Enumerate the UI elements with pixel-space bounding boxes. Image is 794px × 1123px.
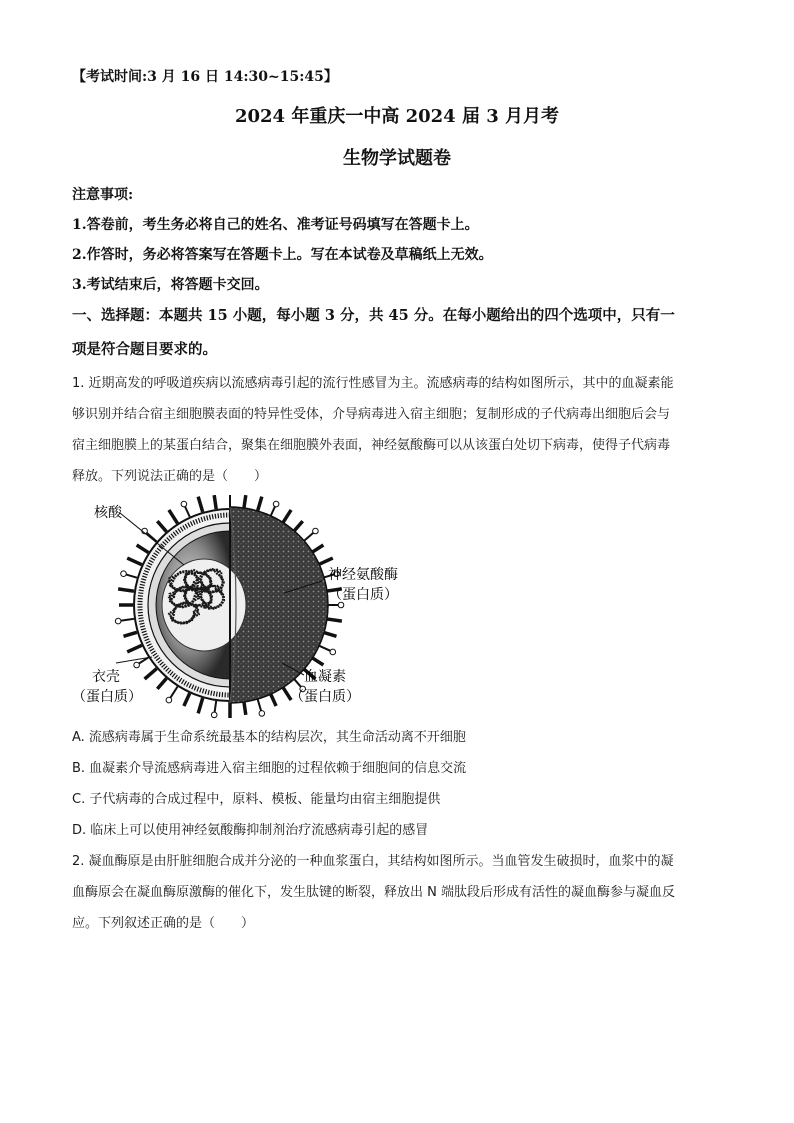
page-title: 2024 年重庆一中高 2024 届 3 月月考 xyxy=(234,106,560,127)
question-2-text: 2. 凝血酶原是由肝脏细胞合成并分泌的一种血浆蛋白，其结构如图所示。当血管发生破损时，血浆中的凝 xyxy=(72,854,674,869)
spike-head xyxy=(166,697,172,703)
hemagglutinin-spike xyxy=(257,497,262,512)
question-2-text: 应。下列叙述正确的是（ ） xyxy=(72,916,255,931)
hemagglutinin-spike xyxy=(137,545,149,553)
notice-item: 3.考试结束后，将答题卡交回。 xyxy=(72,277,269,293)
notice-item: 1.答卷前，考生务必将自己的姓名、准考证号码填写在答题卡上。 xyxy=(72,217,479,233)
label-capsid-protein: （蛋白质） xyxy=(72,689,142,705)
hemagglutinin-spike xyxy=(184,693,190,706)
option-a: A. 流感病毒属于生命系统最基本的结构层次，其生命活动离不开细胞 xyxy=(72,730,466,745)
hemagglutinin-spike xyxy=(145,669,157,679)
hemagglutinin-spike xyxy=(127,645,142,652)
section-heading: 一、选择题：本题共 15 小题，每小题 3 分，共 45 分。在每小题给出的四个选项中，只有一 xyxy=(72,307,675,324)
spike-head xyxy=(273,501,279,507)
label-hemagglutinin: 血凝素 xyxy=(304,669,346,685)
question-2-text: 血酶原会在凝血酶原激酶的催化下，发生肽键的断裂，释放出 N 端肽段后形成有活性的凝血酶参与凝血反 xyxy=(72,885,675,900)
label-hemagglutinin-protein: （蛋白质） xyxy=(290,689,360,705)
leader-line xyxy=(116,657,152,663)
question-1-text: 1. 近期高发的呼吸道疾病以流感病毒引起的流行性感冒为主。流感病毒的结构如图所示，其中的血凝素能 xyxy=(72,376,674,391)
hemagglutinin-spike xyxy=(157,678,166,689)
section-heading-cont: 项是符合题目要求的。 xyxy=(72,341,217,358)
influenza-virus-figure xyxy=(72,495,402,720)
hemagglutinin-spike xyxy=(118,589,134,591)
question-1-text: 释放。下列说法正确的是（ ） xyxy=(72,469,268,484)
spike-head xyxy=(330,649,336,655)
notice-item: 2.作答时，务必将答案写在答题卡上。写在本试卷及草稿纸上无效。 xyxy=(72,247,493,263)
hemagglutinin-spike xyxy=(157,521,166,532)
notice-heading: 注意事项: xyxy=(72,187,134,203)
option-d: D. 临床上可以使用神经氨酸酶抑制剂治疗流感病毒引起的感冒 xyxy=(72,823,429,838)
hemagglutinin-spike xyxy=(198,698,203,713)
label-neuraminidase-protein: （蛋白质） xyxy=(328,587,398,603)
exam-time: 【考试时间:3 月 16 日 14:30~15:45】 xyxy=(72,69,338,85)
hemagglutinin-spike xyxy=(312,545,324,553)
spike-head xyxy=(259,711,265,717)
hemagglutinin-spike xyxy=(282,510,291,523)
hemagglutinin-spike xyxy=(323,632,336,636)
label-capsid: 衣壳 xyxy=(92,669,120,685)
hemagglutinin-spike xyxy=(169,510,178,523)
hemagglutinin-spike xyxy=(244,495,246,509)
question-1-text: 宿主细胞膜上的某蛋白结合，聚集在细胞膜外表面，神经氨酸酶可以从该蛋白处切下病毒，使得子代病毒 xyxy=(72,438,671,453)
hemagglutinin-spike xyxy=(198,497,203,512)
option-b: B. 血凝素介导流感病毒进入宿主细胞的过程依赖于细胞间的信息交流 xyxy=(72,761,467,776)
spike-head xyxy=(115,618,121,624)
spike-head xyxy=(121,571,127,577)
spike-head xyxy=(338,602,344,608)
label-nucleic-acid: 核酸 xyxy=(94,505,122,521)
hemagglutinin-spike xyxy=(318,558,333,565)
spike-head xyxy=(313,528,319,534)
spike-head xyxy=(181,501,187,507)
page-subtitle: 生物学试题卷 xyxy=(343,148,451,169)
hemagglutinin-spike xyxy=(127,558,142,565)
hemagglutinin-spike xyxy=(294,521,303,532)
hemagglutinin-spike xyxy=(123,632,136,636)
hemagglutinin-spike xyxy=(244,701,246,715)
hemagglutinin-spike xyxy=(214,495,216,509)
label-neuraminidase: 神经氨酸酶 xyxy=(328,567,398,583)
hemagglutinin-spike xyxy=(312,657,324,665)
spike-head xyxy=(134,662,140,668)
hemagglutinin-spike xyxy=(270,693,276,706)
question-1-text: 够识别并结合宿主细胞膜表面的特异性受体，介导病毒进入宿主细胞；复制形成的子代病毒出细胞后会与 xyxy=(72,407,671,422)
hemagglutinin-spike xyxy=(326,619,342,621)
option-c: C. 子代病毒的合成过程中，原料、模板、能量均由宿主细胞提供 xyxy=(72,792,441,807)
spike-head xyxy=(211,712,217,718)
